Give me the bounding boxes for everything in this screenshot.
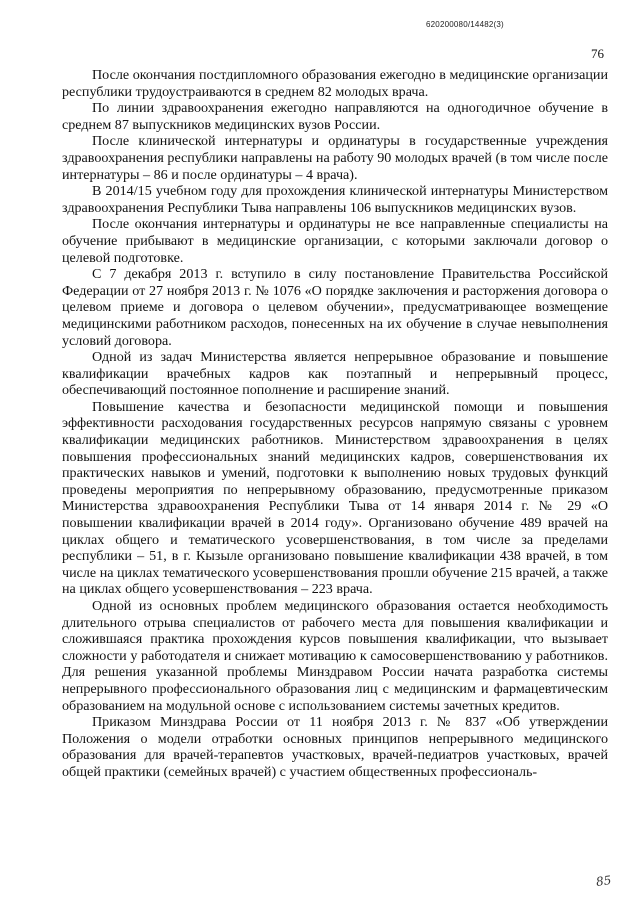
paragraph-education-problems: Одной из основных проблем медицинского образования остается необходимость длительного отрыва специалистов от рабочего места для повышения квалификации и сложившаяся практика прохождения курсов повышения квалификации, что вызывает сложности у работодателя и снижает мотивацию к самосовершенствованию у работников. Для решения указанной проблемы Минздравом России начата разработка системы непрерывного профессионального образования лиц с медицинским и фармацевтическим образованием на модульной основе с использованием системы зачетных кредитов. [62,598,608,714]
paragraph-internship-placement: После клинической интернатуры и ординатуры в государственные учреждения здравоохранения республики направлены на работу 90 молодых врачей (в том числе после интернатуры – 86 и после ординатуры – 4 врача). [62,133,608,183]
paragraph-targeted-training: После окончания интернатуры и ординатуры не все направленные специалисты на обучение прибывают в медицинские организации, с которыми заключали договор о целевой подготовке. [62,216,608,266]
paragraph-academic-year: В 2014/15 учебном году для прохождения клинической интернатуры Министерством здравоохранения Республики Тыва направлены 106 выпускников медицинских вузов. [62,183,608,216]
paragraph-annual-training: По линии здравоохранения ежегодно направляются на одногодичное обучение в среднем 87 выпускников медицинских вузов России. [62,100,608,133]
document-body [62,67,608,781]
paragraph-qualification-improvement: Повышение качества и безопасности медицинской помощи и повышения эффективности расходования государственных ресурсов напрямую связаны с уровнем квалификации медицинских работников. Министерством здравоохранения в целях повышения профессиональных знаний медицинских кадров, совершенствования их практических навыков и умений, подготовки к выполнению новых трудовых функций проведены мероприятия по непрерывному образованию, предусмотренные приказом Министерства здравоохранения Республики Тыва от 14 января 2014 г. № 29 «О повышении квалификации врачей в 2014 году». Организовано обучение 489 врачей на циклах общего и тематического усовершенствования, в том числе за пределами республики – 51, в г. Кызыле организовано повышение квалификации 438 врачей, в том числе на циклах тематического усовершенствования прошли обучение 215 врачей, а также на циклах общего усовершенствования – 223 врача. [62,398,609,598]
paragraph-government-decree: С 7 декабря 2013 г. вступило в силу постановление Правительства Российской Федерации от 27 ноября 2013 г. № 1076 «О порядке заключения и расторжения договора о целевом приеме и договора о целевом обучении», предусматривающее возмещение медицинскими работником расходов, понесенных на их обучение в случае невыполнения условий договора. [62,266,608,349]
paragraph-employment: После окончания постдипломного образования ежегодно в медицинские организации республики трудоустраиваются в среднем 82 молодых врача. [62,67,608,100]
document-code: 620200080/14482(3) [426,20,504,29]
handwritten-page-mark: 85 [595,873,613,889]
paragraph-continuous-education: Одной из задач Министерства является непрерывное образование и повышение квалификации врачебных кадров как поэтапный и непрерывный процесс, обеспечивающий постоянное пополнение и расширение знаний. [62,349,608,399]
paragraph-ministry-order: Приказом Минздрава России от 11 ноября 2013 г. № 837 «Об утверждении Положения о модели отработки основных принципов непрерывного медицинского образования для врачей-терапевтов участковых, врачей-педиатров участковых, врачей общей практики (семейных врачей) с участием общественных профессиональ- [62,714,608,780]
page-number: 76 [591,46,604,61]
